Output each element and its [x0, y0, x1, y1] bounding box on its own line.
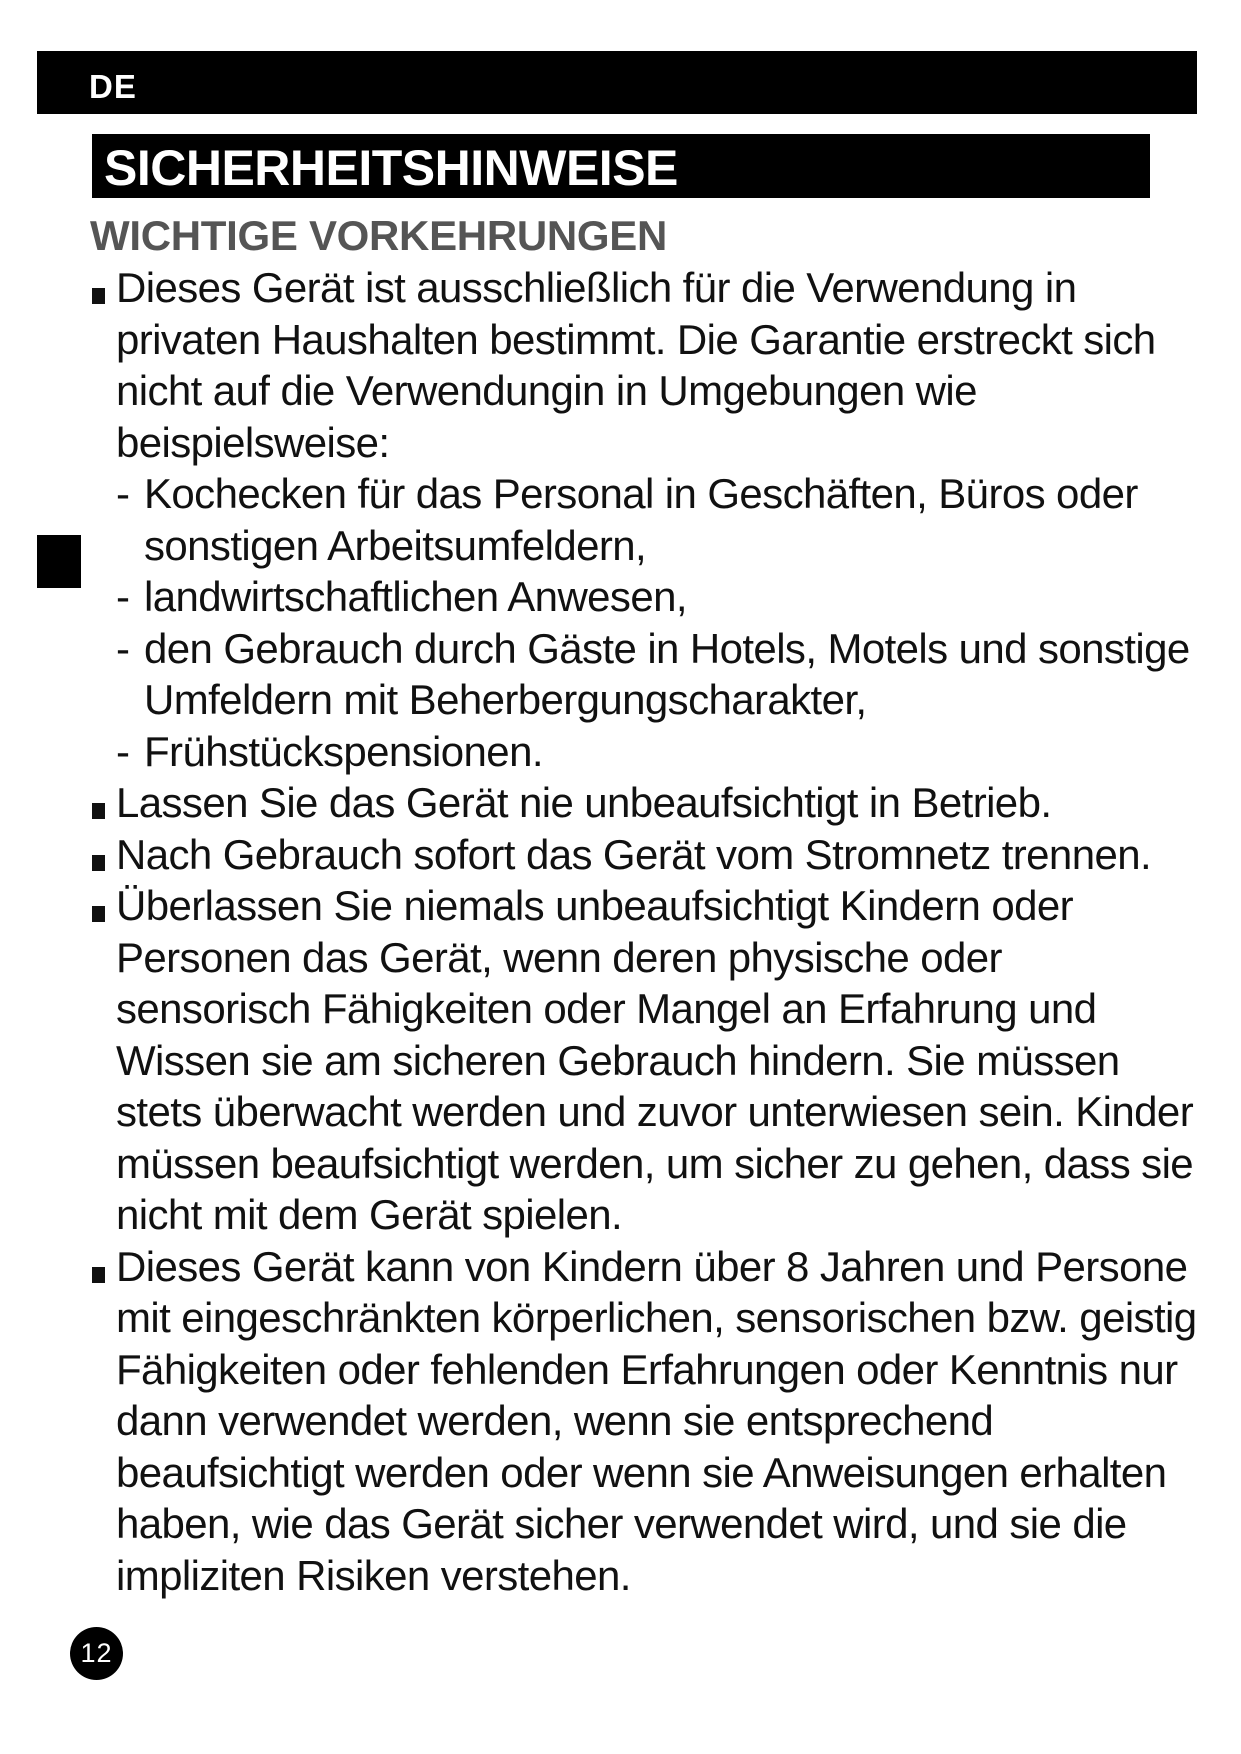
- square-bullet-icon: [92, 906, 105, 922]
- list-item-text: Nach Gebrauch sofort das Gerät vom Stromnetz trennen.: [116, 830, 1152, 878]
- sub-list-item-text: Frühstückspensionen.: [144, 727, 543, 775]
- side-marker: [37, 535, 81, 588]
- list-item: [92, 262, 1197, 777]
- sub-list: [116, 468, 1197, 777]
- section-heading: WICHTIGE VORKEHRUNGEN: [90, 212, 668, 259]
- instructions-list: [92, 262, 1197, 1601]
- list-item-text: Überlassen Sie niemals unbeaufsichtigt Kindern oder Personen das Gerät, wenn deren physische oder sensorisch Fähigkeiten oder Mangel an Erfahrung und Wissen sie am sicheren Gebrauch hindern. Sie müssen stets überwacht werden und zuvor unterwiesen sein. Kinder müssen beaufsichtigt werden, um sicher zu gehen, dass sie nicht mit dem Gerät spielen.: [116, 882, 1194, 1238]
- sub-list-item-text: landwirtschaftlichen Anwesen,: [144, 573, 687, 620]
- title-bar: [92, 134, 1150, 198]
- dash-icon: -: [116, 470, 130, 517]
- list-item: [92, 880, 1197, 1241]
- sub-list-item: [116, 468, 1197, 571]
- dash-icon: -: [116, 573, 130, 620]
- square-bullet-icon: [92, 855, 105, 871]
- page-number: 12: [70, 1627, 123, 1680]
- list-item-text: Dieses Gerät ist ausschließlich für die Verwendung in privaten Haushalten bestimmt. Die Garantie erstreckt sich nicht auf die Verwendungin in Umgebungen wie beispielsweise:: [116, 264, 1156, 466]
- list-item: [92, 829, 1197, 881]
- sub-list-item-text: Kochecken für das Personal in Geschäften, Büros oder sonstigen Arbeitsumfeldern,: [144, 470, 1138, 569]
- list-item-text: Lassen Sie das Gerät nie unbeaufsichtigt in Betrieb.: [116, 779, 1052, 826]
- sub-list-item: [116, 726, 1197, 778]
- list-item: [92, 777, 1197, 829]
- language-label: DE: [89, 68, 137, 105]
- list-item-text: Dieses Gerät kann von Kindern über 8 Jahren und Persone mit eingeschränkten körperlichen, sensorischen bzw. geistig Fähigkeiten oder fehlenden Erfahrungen oder Kenntnis nur dann verwendet werden, wenn sie entsprechend beaufsichtigt werden oder wenn sie Anweisungen erhalten haben, wie das Gerät sicher verwendet wird, und sie die impliziten Risiken verstehen.: [116, 1242, 1197, 1599]
- sub-list-item: [116, 571, 1197, 623]
- dash-icon: -: [116, 727, 130, 775]
- sub-list-item-text: den Gebrauch durch Gäste in Hotels, Motels und sonstige Umfeldern mit Beherbergungscharakter,: [144, 624, 1190, 723]
- square-bullet-icon: [92, 288, 105, 304]
- dash-icon: -: [116, 624, 130, 672]
- header-band: [37, 51, 1197, 114]
- page-title: SICHERHEITSHINWEISE: [104, 140, 678, 196]
- list-item: [92, 1241, 1197, 1602]
- square-bullet-icon: [92, 1267, 105, 1283]
- sub-list-item: [116, 623, 1197, 726]
- square-bullet-icon: [92, 803, 105, 819]
